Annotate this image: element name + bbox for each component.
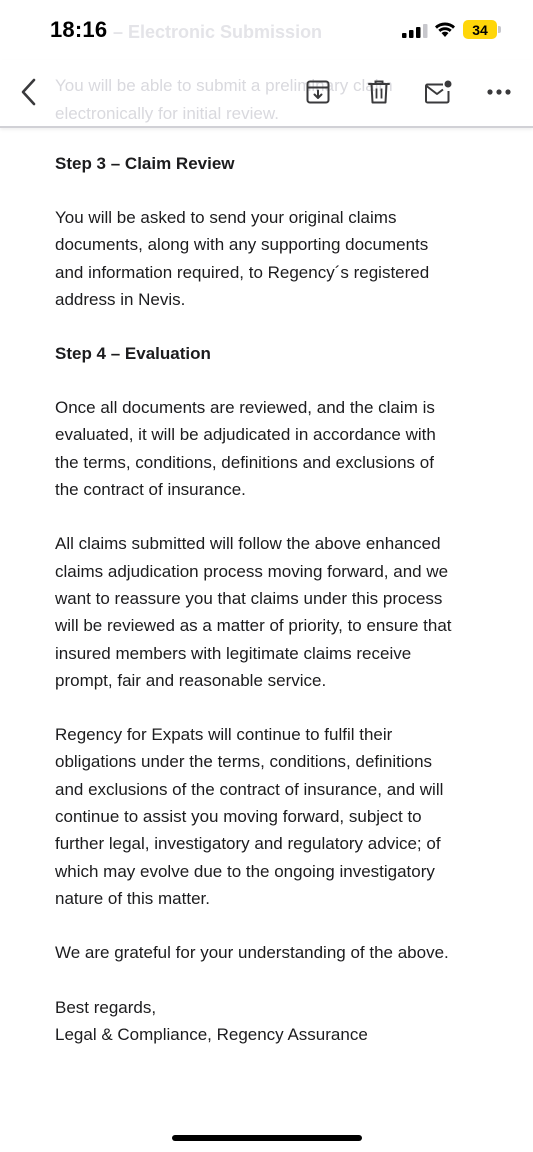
text-line: evaluated, it will be adjudicated in accordance with <box>55 425 436 445</box>
text-line: We are grateful for your understanding of the above. <box>55 943 449 963</box>
faded-line: electronically for initial review. <box>55 104 279 123</box>
mark-unread-icon <box>424 79 452 105</box>
mail-toolbar <box>0 60 533 128</box>
text-line: nature of this matter. <box>55 888 210 908</box>
claims-process-paragraph <box>55 530 495 694</box>
home-indicator[interactable] <box>172 1135 362 1141</box>
faded-heading: – Electronic Submission <box>113 22 323 42</box>
text-line: Regency for Expats will continue to fulfil their <box>55 725 393 745</box>
text-line: obligations under the terms, conditions, definitions <box>55 752 433 772</box>
text-line: documents, along with any supporting documents <box>55 235 429 255</box>
text-line: Once all documents are reviewed, and the claim is <box>55 398 435 418</box>
text-line: prompt, fair and reasonable service. <box>55 670 327 690</box>
more-icon <box>486 88 512 96</box>
back-button[interactable] <box>14 77 44 107</box>
text-line: will be reviewed as a matter of priority, to ensure that <box>55 616 452 636</box>
email-body <box>55 150 495 1048</box>
step3-paragraph <box>55 204 495 313</box>
signature-line: Legal & Compliance, Regency Assurance <box>55 1024 368 1044</box>
text-line: address in Nevis. <box>55 289 186 309</box>
text-line: You will be asked to send your original claims <box>55 208 397 227</box>
text-line: continue to assist you moving forward, subject to <box>55 807 422 827</box>
status-bar <box>0 0 533 60</box>
delete-button[interactable] <box>364 77 394 107</box>
text-line: want to reassure you that claims under this process <box>55 588 443 608</box>
back-chevron-icon <box>20 77 38 107</box>
more-button[interactable] <box>484 77 514 107</box>
cellular-signal-icon <box>402 24 428 38</box>
status-time: 18:16 <box>50 17 108 42</box>
text-line: and exclusions of the contract of insurance, and will <box>55 779 444 799</box>
battery-icon: 34 <box>463 20 497 39</box>
mark-unread-button[interactable] <box>423 77 453 107</box>
battery-tip <box>498 26 501 33</box>
text-line: insured members with legitimate claims receive <box>55 643 412 663</box>
sign-off <box>55 994 495 1049</box>
step4-paragraph <box>55 394 495 503</box>
text-line: the terms, conditions, definitions and exclusions of <box>55 452 434 472</box>
faded-line: You will be able to submit a preliminary claim <box>55 76 393 95</box>
wifi-icon <box>434 20 456 38</box>
step4-heading: Step 4 – Evaluation <box>55 344 211 364</box>
text-line: claims adjudication process moving forward, and we <box>55 561 449 581</box>
text-line: which may evolve due to the ongoing investigatory <box>55 861 435 881</box>
trash-icon <box>367 79 391 105</box>
gratitude-paragraph <box>55 939 495 966</box>
text-line: All claims submitted will follow the above enhanced <box>55 534 441 554</box>
text-line: and information required, to Regency´s registered <box>55 262 430 282</box>
obligations-paragraph <box>55 721 495 912</box>
archive-button[interactable] <box>303 77 333 107</box>
archive-icon <box>305 79 331 105</box>
closing-line: Best regards, <box>55 997 157 1017</box>
step3-heading: Step 3 – Claim Review <box>55 154 235 173</box>
text-line: further legal, investigatory and regulatory advice; of <box>55 834 441 854</box>
text-line: the contract of insurance. <box>55 480 246 500</box>
